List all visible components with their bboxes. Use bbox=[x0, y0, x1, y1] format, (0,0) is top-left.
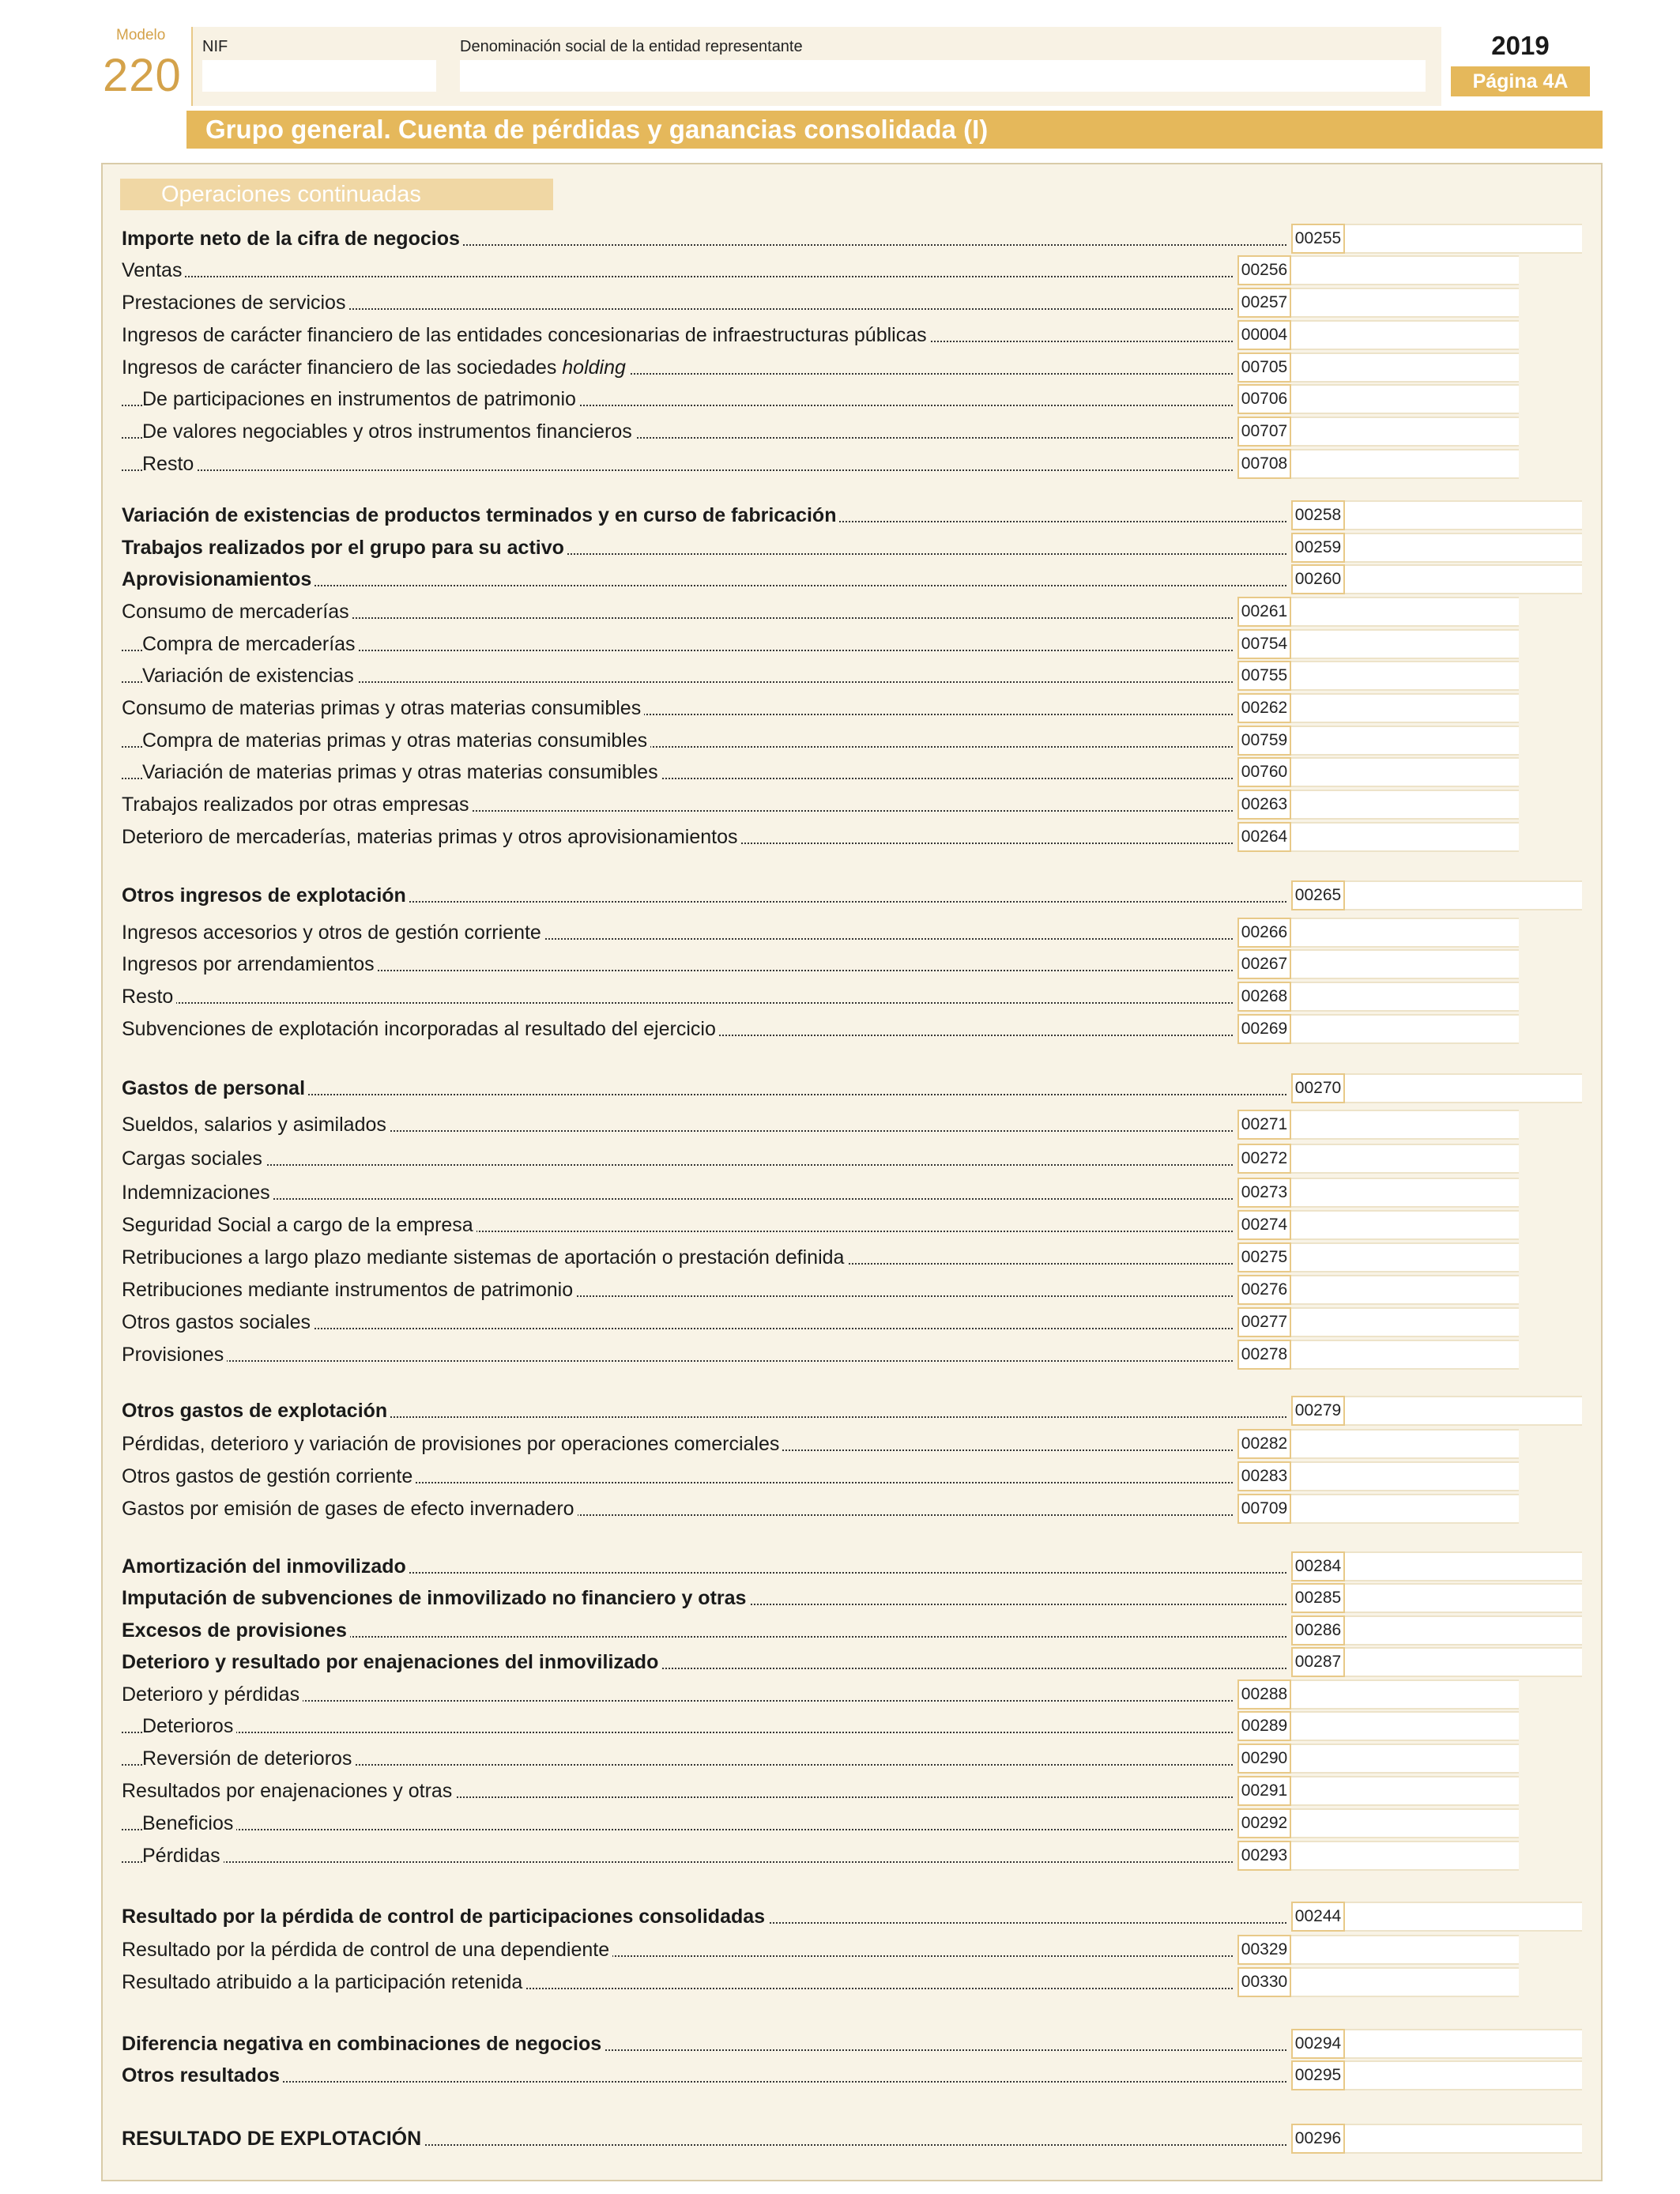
row-label-text: RESULTADO DE EXPLOTACIÓN bbox=[122, 2128, 424, 2150]
box-code: 00276 bbox=[1237, 1275, 1291, 1305]
amount-field[interactable] bbox=[1345, 880, 1582, 910]
row-label-text: Deterioro y resultado por enajenaciones del inmovilizado bbox=[122, 1651, 661, 1673]
header-fields-area bbox=[193, 27, 1441, 106]
form-row bbox=[122, 1073, 1582, 1103]
form-row bbox=[122, 1711, 1519, 1741]
amount-field[interactable] bbox=[1291, 1461, 1519, 1491]
row-label bbox=[122, 1014, 1233, 1044]
form-row bbox=[122, 1014, 1519, 1044]
row-label-text: Reversión de deterioros bbox=[142, 1747, 355, 1770]
denominacion-label: Denominación social de la entidad representante bbox=[460, 38, 803, 55]
form-row bbox=[122, 2124, 1582, 2154]
form-row bbox=[122, 1178, 1519, 1208]
row-label bbox=[122, 1679, 1233, 1710]
row-label bbox=[122, 1275, 1233, 1305]
form-row bbox=[122, 1307, 1519, 1337]
box-code: 00291 bbox=[1237, 1776, 1291, 1806]
amount-field[interactable] bbox=[1291, 982, 1519, 1012]
amount-field[interactable] bbox=[1345, 564, 1582, 594]
row-label bbox=[122, 1583, 1286, 1613]
row-label-text: Gastos de personal bbox=[122, 1077, 308, 1099]
box-code: 00259 bbox=[1291, 533, 1345, 563]
row-label bbox=[122, 224, 1286, 254]
box-code: 00705 bbox=[1237, 352, 1291, 383]
form-row bbox=[122, 384, 1519, 414]
box-code: 00268 bbox=[1237, 982, 1291, 1012]
form-row bbox=[122, 1841, 1519, 1871]
row-label-text: Pérdidas bbox=[142, 1845, 224, 1867]
box-code: 00330 bbox=[1237, 1967, 1291, 1997]
amount-field[interactable] bbox=[1291, 1275, 1519, 1305]
box-code: 00290 bbox=[1237, 1744, 1291, 1774]
leader-dots bbox=[122, 469, 1233, 471]
row-label-text: Compra de mercaderías bbox=[142, 633, 359, 655]
row-label bbox=[122, 1776, 1233, 1806]
amount-field[interactable] bbox=[1291, 1711, 1519, 1741]
amount-field[interactable] bbox=[1345, 1647, 1582, 1677]
box-code: 00278 bbox=[1237, 1340, 1291, 1370]
row-label bbox=[122, 1935, 1233, 1965]
box-code: 00755 bbox=[1237, 661, 1291, 691]
leader-dots bbox=[122, 2081, 1286, 2083]
row-label bbox=[122, 1551, 1286, 1581]
row-label bbox=[122, 757, 1233, 787]
form-row bbox=[122, 2029, 1582, 2059]
row-label-text: Consumo de materias primas y otras materias consumibles bbox=[122, 697, 644, 719]
box-code: 00295 bbox=[1291, 2060, 1345, 2090]
row-label bbox=[122, 790, 1233, 820]
row-label-text: Indemnizaciones bbox=[122, 1182, 273, 1204]
leader-dots bbox=[122, 1861, 1233, 1863]
amount-field[interactable] bbox=[1291, 1014, 1519, 1044]
row-label bbox=[122, 564, 1286, 594]
row-label-emphasis: holding bbox=[562, 356, 626, 379]
form-row bbox=[122, 1429, 1519, 1459]
page-badge: Página 4A bbox=[1451, 66, 1590, 96]
row-label bbox=[122, 597, 1233, 627]
amount-field[interactable] bbox=[1291, 1242, 1519, 1272]
form-row bbox=[122, 564, 1582, 594]
row-label bbox=[122, 1340, 1233, 1370]
box-code: 00265 bbox=[1291, 880, 1345, 910]
amount-field[interactable] bbox=[1291, 1110, 1519, 1140]
row-label-text: Otros gastos de explotación bbox=[122, 1400, 390, 1422]
row-label-text: Variación de existencias bbox=[142, 665, 357, 687]
form-row bbox=[122, 1967, 1519, 1997]
amount-field[interactable] bbox=[1345, 1551, 1582, 1581]
row-label bbox=[122, 918, 1233, 948]
form-row bbox=[122, 1679, 1519, 1710]
form-row bbox=[122, 288, 1519, 318]
box-code: 00244 bbox=[1291, 1902, 1345, 1932]
amount-field[interactable] bbox=[1345, 1396, 1582, 1426]
row-label bbox=[122, 1494, 1233, 1524]
form-row bbox=[122, 661, 1519, 691]
amount-field[interactable] bbox=[1291, 1679, 1519, 1710]
box-code: 00260 bbox=[1291, 564, 1345, 594]
row-label bbox=[122, 822, 1233, 852]
amount-field[interactable] bbox=[1291, 255, 1519, 285]
box-code: 00277 bbox=[1237, 1307, 1291, 1337]
row-label-text: Compra de materias primas y otras materias consumibles bbox=[142, 729, 650, 752]
form-row bbox=[122, 1551, 1582, 1581]
amount-field[interactable] bbox=[1345, 2060, 1582, 2090]
row-label bbox=[122, 384, 1233, 414]
row-label-text: Ingresos accesorios y otros de gestión corriente bbox=[122, 922, 544, 944]
row-label bbox=[122, 1461, 1233, 1491]
row-label-text: Resultado por la pérdida de control de una dependiente bbox=[122, 1939, 612, 1961]
row-label-text: Consumo de mercaderías bbox=[122, 601, 352, 623]
row-label-text: Importe neto de la cifra de negocios bbox=[122, 228, 463, 250]
box-code: 00255 bbox=[1291, 224, 1345, 254]
amount-field[interactable] bbox=[1345, 1073, 1582, 1103]
row-label-text: Amortización del inmovilizado bbox=[122, 1555, 409, 1578]
leader-dots bbox=[122, 1164, 1233, 1166]
leader-dots bbox=[122, 1198, 1233, 1200]
box-code: 00284 bbox=[1291, 1551, 1345, 1581]
row-label-text: Otros gastos de gestión corriente bbox=[122, 1465, 416, 1487]
amount-field[interactable] bbox=[1291, 1210, 1519, 1240]
form-row bbox=[122, 880, 1582, 910]
amount-field[interactable] bbox=[1291, 417, 1519, 447]
form-row bbox=[122, 757, 1519, 787]
form-row bbox=[122, 352, 1519, 383]
box-code: 00707 bbox=[1237, 417, 1291, 447]
form-row bbox=[122, 533, 1582, 563]
amount-field[interactable] bbox=[1291, 1307, 1519, 1337]
box-code: 00273 bbox=[1237, 1178, 1291, 1208]
row-label-text: Trabajos realizados por otras empresas bbox=[122, 794, 473, 816]
amount-field[interactable] bbox=[1345, 224, 1582, 254]
row-label-text: Beneficios bbox=[142, 1812, 236, 1834]
row-label bbox=[122, 1967, 1233, 1997]
box-code: 00329 bbox=[1237, 1935, 1291, 1965]
amount-field[interactable] bbox=[1291, 597, 1519, 627]
form-row bbox=[122, 918, 1519, 948]
row-label bbox=[122, 726, 1233, 756]
row-label bbox=[122, 288, 1233, 318]
row-label-text: De participaciones en instrumentos de patrimonio bbox=[142, 388, 579, 410]
box-code: 00266 bbox=[1237, 918, 1291, 948]
row-label-text: Sueldos, salarios y asimilados bbox=[122, 1114, 390, 1136]
box-code: 00257 bbox=[1237, 288, 1291, 318]
row-label bbox=[122, 1178, 1233, 1208]
box-code: 00267 bbox=[1237, 949, 1291, 979]
row-label-text: Trabajos realizados por el grupo para su activo bbox=[122, 537, 567, 559]
nif-label: NIF bbox=[202, 38, 228, 55]
box-code: 00004 bbox=[1237, 320, 1291, 350]
form-row bbox=[122, 597, 1519, 627]
form-row bbox=[122, 693, 1519, 723]
form-row bbox=[122, 1583, 1582, 1613]
box-code: 00261 bbox=[1237, 597, 1291, 627]
amount-field[interactable] bbox=[1345, 533, 1582, 563]
form-row bbox=[122, 1396, 1582, 1426]
leader-dots bbox=[122, 1732, 1233, 1733]
row-label-text: Diferencia negativa en combinaciones de negocios bbox=[122, 2033, 605, 2055]
amount-field[interactable] bbox=[1291, 661, 1519, 691]
box-code: 00706 bbox=[1237, 384, 1291, 414]
row-label bbox=[122, 1808, 1233, 1838]
leader-dots bbox=[122, 1829, 1233, 1830]
amount-field[interactable] bbox=[1291, 726, 1519, 756]
box-code: 00264 bbox=[1237, 822, 1291, 852]
row-label-text: Variación de existencias de productos terminados y en curso de fabricación bbox=[122, 504, 839, 526]
amount-field[interactable] bbox=[1291, 1776, 1519, 1806]
row-label-text: Aprovisionamientos bbox=[122, 568, 315, 590]
row-label-text: Resto bbox=[122, 986, 176, 1008]
amount-field[interactable] bbox=[1291, 1841, 1519, 1871]
form-row bbox=[122, 1144, 1519, 1174]
row-label-text: Ventas bbox=[122, 259, 185, 281]
amount-field[interactable] bbox=[1291, 822, 1519, 852]
box-code: 00760 bbox=[1237, 757, 1291, 787]
row-label bbox=[122, 661, 1233, 691]
modelo-label: Modelo bbox=[116, 27, 166, 43]
row-label bbox=[122, 255, 1233, 285]
row-label-text: Gastos por emisión de gases de efecto invernadero bbox=[122, 1498, 578, 1520]
box-code: 00754 bbox=[1237, 629, 1291, 659]
row-label bbox=[122, 1902, 1286, 1932]
row-label bbox=[122, 1647, 1286, 1677]
box-code: 00296 bbox=[1291, 2124, 1345, 2154]
row-label-text: Cargas sociales bbox=[122, 1148, 266, 1170]
box-code: 00287 bbox=[1291, 1647, 1345, 1677]
amount-field[interactable] bbox=[1345, 1615, 1582, 1646]
amount-field[interactable] bbox=[1291, 949, 1519, 979]
amount-field[interactable] bbox=[1345, 2029, 1582, 2059]
row-label bbox=[122, 1396, 1286, 1426]
row-label-text: Provisiones bbox=[122, 1344, 227, 1366]
box-code: 00286 bbox=[1291, 1615, 1345, 1646]
row-label-text: Prestaciones de servicios bbox=[122, 292, 348, 314]
row-label-text: Otros ingresos de explotación bbox=[122, 884, 409, 907]
row-label-text: Ingresos por arrendamientos bbox=[122, 953, 378, 975]
box-code: 00269 bbox=[1237, 1014, 1291, 1044]
row-label bbox=[122, 1429, 1233, 1459]
form-row bbox=[122, 1275, 1519, 1305]
box-code: 00709 bbox=[1237, 1494, 1291, 1524]
row-label bbox=[122, 1144, 1233, 1174]
row-label bbox=[122, 693, 1233, 723]
row-label-text: Deterioro de mercaderías, materias primas y otros aprovisionamientos bbox=[122, 826, 740, 848]
row-label bbox=[122, 449, 1233, 479]
amount-field[interactable] bbox=[1291, 693, 1519, 723]
form-row bbox=[122, 1461, 1519, 1491]
amount-field[interactable] bbox=[1291, 757, 1519, 787]
box-code: 00274 bbox=[1237, 1210, 1291, 1240]
row-label-text: Otros gastos sociales bbox=[122, 1311, 314, 1333]
form-row bbox=[122, 1615, 1582, 1646]
row-label-text: Deterioro y pérdidas bbox=[122, 1683, 303, 1706]
row-label-text: Subvenciones de explotación incorporadas al resultado del ejercicio bbox=[122, 1018, 719, 1040]
box-code: 00272 bbox=[1237, 1144, 1291, 1174]
row-label bbox=[122, 949, 1233, 979]
denominacion-field[interactable] bbox=[460, 60, 1426, 92]
row-label bbox=[122, 2029, 1286, 2059]
form-row bbox=[122, 449, 1519, 479]
amount-field[interactable] bbox=[1291, 629, 1519, 659]
row-label bbox=[122, 629, 1233, 659]
modelo-number: 220 bbox=[103, 50, 182, 101]
form-row bbox=[122, 255, 1519, 285]
row-label-text: Resultados por enajenaciones y otras bbox=[122, 1780, 455, 1802]
form-row bbox=[122, 1647, 1582, 1677]
amount-field[interactable] bbox=[1291, 1494, 1519, 1524]
amount-field[interactable] bbox=[1345, 1583, 1582, 1613]
form-row bbox=[122, 1744, 1519, 1774]
box-code: 00271 bbox=[1237, 1110, 1291, 1140]
amount-field[interactable] bbox=[1291, 1340, 1519, 1370]
amount-field[interactable] bbox=[1291, 1935, 1519, 1965]
form-year: 2019 bbox=[1451, 30, 1590, 62]
row-label-text: Pérdidas, deterioro y variación de provisiones por operaciones comerciales bbox=[122, 1433, 782, 1455]
row-label bbox=[122, 2060, 1286, 2090]
amount-field[interactable] bbox=[1291, 288, 1519, 318]
row-label bbox=[122, 880, 1286, 910]
row-label bbox=[122, 500, 1286, 530]
form-row bbox=[122, 2060, 1582, 2090]
box-code: 00294 bbox=[1291, 2029, 1345, 2059]
row-label bbox=[122, 533, 1286, 563]
box-code: 00263 bbox=[1237, 790, 1291, 820]
amount-field[interactable] bbox=[1291, 790, 1519, 820]
row-label bbox=[122, 352, 1233, 383]
row-label bbox=[122, 1210, 1233, 1240]
form-row bbox=[122, 417, 1519, 447]
row-label-text: Seguridad Social a cargo de la empresa bbox=[122, 1214, 477, 1236]
leader-dots bbox=[122, 1002, 1233, 1004]
row-label-text: Resto bbox=[142, 453, 197, 475]
amount-field[interactable] bbox=[1291, 1744, 1519, 1774]
box-code: 00288 bbox=[1237, 1679, 1291, 1710]
row-label bbox=[122, 1744, 1233, 1774]
form-row bbox=[122, 1210, 1519, 1240]
box-code: 00292 bbox=[1237, 1808, 1291, 1838]
form-row bbox=[122, 949, 1519, 979]
form-row bbox=[122, 1902, 1582, 1932]
form-row bbox=[122, 1776, 1519, 1806]
row-label bbox=[122, 1841, 1233, 1871]
box-code: 00293 bbox=[1237, 1841, 1291, 1871]
row-label-text: Retribuciones mediante instrumentos de patrimonio bbox=[122, 1279, 576, 1301]
amount-field[interactable] bbox=[1291, 449, 1519, 479]
box-code: 00289 bbox=[1237, 1711, 1291, 1741]
row-label-text: Resultado atribuido a la participación retenida bbox=[122, 1971, 525, 1993]
leader-dots bbox=[122, 1360, 1233, 1362]
form-row bbox=[122, 1340, 1519, 1370]
section-tab: Operaciones continuadas bbox=[120, 179, 553, 210]
box-code: 00283 bbox=[1237, 1461, 1291, 1491]
form-row bbox=[122, 1110, 1519, 1140]
form-row bbox=[122, 822, 1519, 852]
box-code: 00270 bbox=[1291, 1073, 1345, 1103]
row-label-text: Imputación de subvenciones de inmovilizado no financiero y otras bbox=[122, 1587, 749, 1609]
row-label bbox=[122, 982, 1233, 1012]
form-row bbox=[122, 1242, 1519, 1272]
row-label bbox=[122, 1615, 1286, 1646]
box-code: 00759 bbox=[1237, 726, 1291, 756]
form-row bbox=[122, 1494, 1519, 1524]
box-code: 00275 bbox=[1237, 1242, 1291, 1272]
row-label bbox=[122, 1110, 1233, 1140]
amount-field[interactable] bbox=[1291, 1144, 1519, 1174]
row-label bbox=[122, 1711, 1233, 1741]
box-code: 00708 bbox=[1237, 449, 1291, 479]
row-label-text: Resultado por la pérdida de control de participaciones consolidadas bbox=[122, 1906, 768, 1928]
page-title: Grupo general. Cuenta de pérdidas y ganancias consolidada (I) bbox=[186, 111, 1603, 149]
form-row bbox=[122, 224, 1582, 254]
row-label-text: Deterioros bbox=[142, 1715, 236, 1737]
form-row bbox=[122, 500, 1582, 530]
amount-field[interactable] bbox=[1345, 1902, 1582, 1932]
row-label-text: Retribuciones a largo plazo mediante sistemas de aportación o prestación definida bbox=[122, 1246, 847, 1269]
box-code: 00256 bbox=[1237, 255, 1291, 285]
row-label-text: Ingresos de carácter financiero de las entidades concesionarias de infraestructuras públicas bbox=[122, 324, 930, 346]
amount-field[interactable] bbox=[1291, 918, 1519, 948]
row-label-text: De valores negociables y otros instrumentos financieros bbox=[142, 420, 635, 443]
amount-field[interactable] bbox=[1291, 1967, 1519, 1997]
amount-field[interactable] bbox=[1291, 1808, 1519, 1838]
box-code: 00282 bbox=[1237, 1429, 1291, 1459]
amount-field[interactable] bbox=[1291, 352, 1519, 383]
nif-field[interactable] bbox=[202, 60, 436, 92]
row-label bbox=[122, 320, 1233, 350]
form-row bbox=[122, 1935, 1519, 1965]
form-row bbox=[122, 1808, 1519, 1838]
form-row bbox=[122, 320, 1519, 350]
form-row bbox=[122, 726, 1519, 756]
row-label bbox=[122, 417, 1233, 447]
form-row bbox=[122, 629, 1519, 659]
row-label-text: Excesos de provisiones bbox=[122, 1619, 350, 1642]
amount-field[interactable] bbox=[1345, 500, 1582, 530]
box-code: 00258 bbox=[1291, 500, 1345, 530]
amount-field[interactable] bbox=[1345, 2124, 1582, 2154]
box-code: 00262 bbox=[1237, 693, 1291, 723]
row-label-text: Ingresos de carácter financiero de las sociedades holding bbox=[122, 356, 629, 379]
row-label bbox=[122, 1307, 1233, 1337]
row-label-text: Otros resultados bbox=[122, 2064, 283, 2087]
amount-field[interactable] bbox=[1291, 320, 1519, 350]
box-code: 00285 bbox=[1291, 1583, 1345, 1613]
row-label bbox=[122, 1073, 1286, 1103]
row-label-text: Variación de materias primas y otras materias consumibles bbox=[142, 761, 661, 783]
amount-field[interactable] bbox=[1291, 384, 1519, 414]
row-label bbox=[122, 1242, 1233, 1272]
leader-dots bbox=[122, 276, 1233, 277]
amount-field[interactable] bbox=[1291, 1429, 1519, 1459]
row-label bbox=[122, 2124, 1286, 2154]
form-row bbox=[122, 982, 1519, 1012]
box-code: 00279 bbox=[1291, 1396, 1345, 1426]
form-row bbox=[122, 790, 1519, 820]
amount-field[interactable] bbox=[1291, 1178, 1519, 1208]
